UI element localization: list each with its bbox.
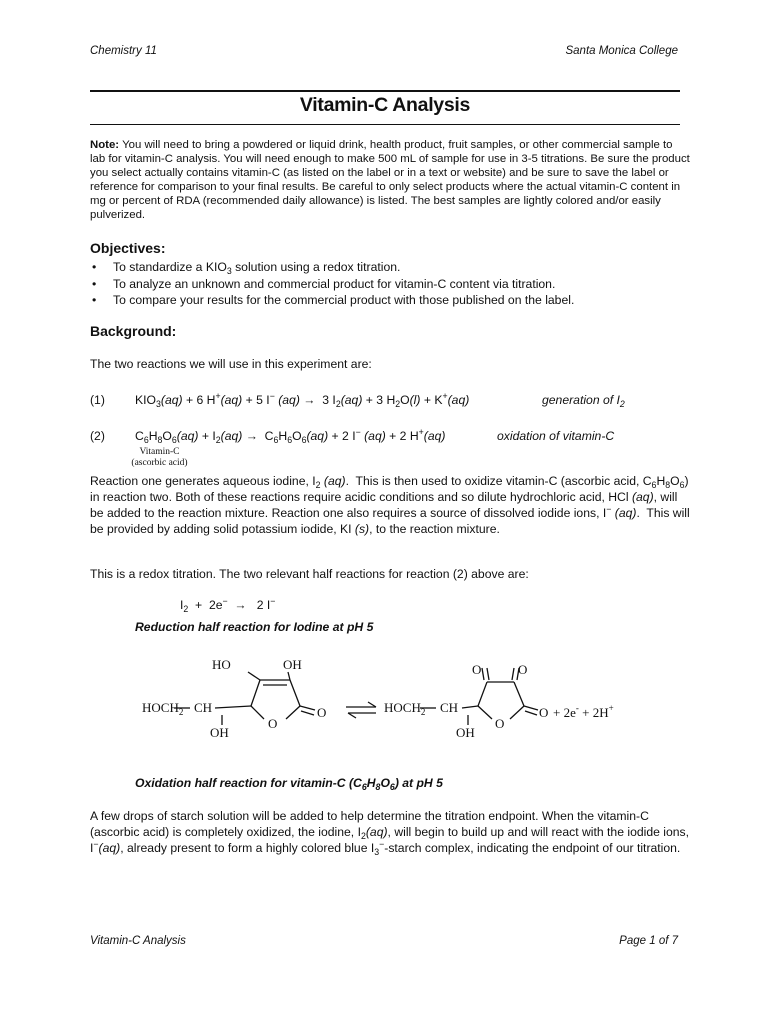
atom-label: OH [283,657,302,672]
atom-label: O [268,716,278,731]
atom-label: $HOCH_2$ [384,700,426,717]
atom-label: HO [212,657,231,672]
atom-label: O [472,662,482,677]
oh-bond [248,672,260,680]
ring-bond [478,706,492,719]
atom-label: O [317,705,327,720]
atom-label: CH [194,700,213,715]
reduction-half-reaction: $I_2 + 2e^- \to 2$ I− [180,596,276,614]
ring-bond [286,706,300,719]
list-item: • To compare your results for the commercial product with those published on the label. [90,292,690,309]
list-item: • To standardize a $KIO_3$ solution using a redox titration. [90,259,690,276]
ring-bond [251,706,264,719]
header-course: Chemistry 11 [90,45,157,57]
carbonyl-bond [512,668,514,680]
atom-label: CH [440,700,459,715]
carbonyl-bond [482,668,484,680]
chain-bond [215,706,251,708]
carbonyl-bond [487,668,489,680]
carbonyl-bond [524,706,538,710]
note-paragraph [90,138,690,222]
atom-label: OH [210,725,229,740]
background-paragraph-1: Reaction one generates aqueous iodine, $I_2$ (aq). This is then used to oxidize vitamin-C (ascorbic acid, $C_6H_8O_6$) in reaction two. Both of these reactions require acidic conditions and so dilute hydrochloric acid, HCl (aq), will be added to the reaction mixture. Reaction one also requires a source of dissolved iodide ions, I− (aq). This will be provided by adding solid potassium iodide, KI (s), to the reaction mixture. [90,474,690,536]
footer-title: Vitamin-C Analysis [90,935,186,947]
reaction-1-label: generation of $I_2$ [542,393,625,409]
header-college: Santa Monica College [565,45,678,57]
list-item: • To analyze an unknown and commercial product for vitamin-C content via titration. [90,276,690,293]
reaction-1-equation: $KIO_3(aq) + 6$ H+(aq) + 5 I− (aq) → 3 $I_2(aq) + 3$ $H_2O(l) + K^+(aq)$ [135,391,470,409]
oh-bond [288,672,290,680]
ring-bond [290,680,300,706]
background-intro: The two reactions we will use in this experiment are: [90,357,372,371]
reaction-2-equation: $C_6H_8O_6(aq) + I_2(aq) \to C_6H_6O_6(aq) + 2$ I− (aq) + 2 H+(aq) [135,427,446,445]
note-label: Note: [90,139,120,151]
title-rule-bottom [90,124,680,125]
atom-label: O [495,716,505,731]
ring-bond [510,706,524,719]
oxidation-caption: Oxidation half reaction for vitamin-C $(C_6H_8O_6)$ at pH 5 [135,776,443,792]
ascorbic-acid-oxidation-structure [130,650,650,745]
chain-bond [462,706,478,708]
equilibrium-arrow [368,702,376,707]
atom-label: $HOCH_2$ [142,700,184,717]
ring-bond [514,682,524,706]
note-text: You will need to bring a powdered or liquid drink, health product, fruit samples, or other commercial sample to lab for vitamin-C analysis. You will need enough to make 500 mL of sample for use in 3-5 titrations. Be sure the product you select actually contains vitamin-C (as listed on the label or in a text or website) and be sure to save the label or reference for comparison to your final results. Be careful to only select products where the actual vitamin-C content in mg or percent of RDA (recommended daily allowance) is listed. The best samples are lightly colored and/or easily pulverized. [90,139,690,221]
ring-bond [478,682,487,706]
equilibrium-arrow [348,713,356,718]
products-label: + 2e- + 2H+ [553,703,614,720]
title-rule-top [90,90,680,92]
reaction-2-number: (2) [90,429,105,443]
atom-label: O [518,662,528,677]
carbonyl-bond [300,706,315,710]
background-paragraph-2: This is a redox titration. The two relevant half reactions for reaction (2) above are: [90,567,529,581]
reaction-2-label: oxidation of vitamin-C [497,429,615,443]
reduction-caption: Reduction half reaction for Iodine at pH 5 [135,620,374,634]
vitamin-c-label: Vitamin-C (ascorbic acid) [131,447,188,468]
carbonyl-bond [301,711,314,715]
page-title: Vitamin-C Analysis [299,94,471,116]
atom-label: O [539,705,549,720]
background-heading: Background: [90,323,177,339]
atom-label: OH [456,725,475,740]
carbonyl-bond [525,711,537,715]
reaction-1-number: (1) [90,393,105,407]
ring-bond [251,680,260,706]
background-paragraph-3: A few drops of starch solution will be added to help determine the titration endpoint. When the vitamin-C (ascorbic acid) is completely oxidized, the iodine, $I_2(aq)$, will begin to build up and will react with the iodide ions, I−(aq), already present to form a highly colored blue $I_3^-$-starch complex, indicating the endpoint of our titration. [90,809,690,857]
objectives-heading: Objectives: [90,240,166,256]
footer-page-number: Page 1 of 7 [619,935,678,947]
objectives-list [90,259,690,309]
